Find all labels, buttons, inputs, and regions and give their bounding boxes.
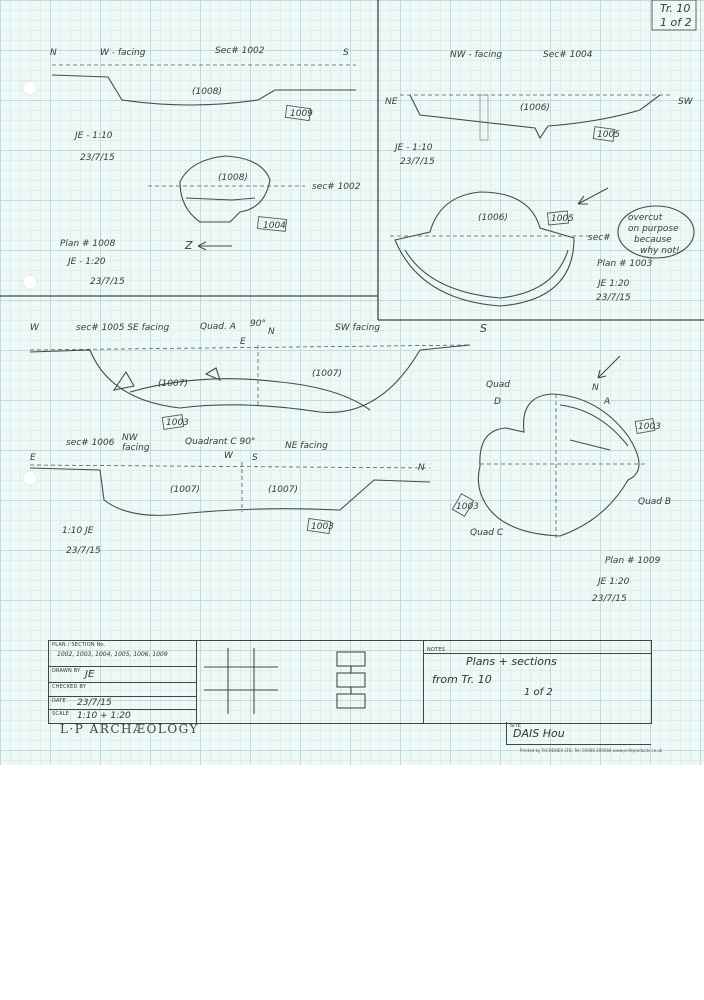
angle-label: 90°: [250, 319, 266, 329]
feature-outline: [180, 156, 270, 222]
date: 23/7/15: [66, 546, 101, 556]
quadrant-label: Quadrant C 90°: [185, 437, 256, 447]
note-line: because: [634, 235, 672, 245]
south-label: S: [252, 453, 258, 463]
date-cell: [49, 697, 197, 710]
quad-c-label: Quad C: [470, 528, 504, 538]
north-arrow-icon: [198, 242, 232, 250]
section-number: Sec# 1002: [215, 46, 265, 56]
plan-1003: [390, 188, 694, 306]
east-label: E: [30, 453, 36, 463]
date: 23/7/15: [400, 157, 435, 167]
cut-tag-label: 1003: [311, 522, 334, 532]
section-1002: [50, 46, 356, 163]
north-label: N: [418, 463, 425, 473]
north-arrow-label: Z: [185, 239, 193, 252]
plan-title: Plan # 1009: [605, 556, 661, 566]
hachure: [405, 250, 568, 298]
notes-line: 1 of 2: [524, 687, 553, 698]
punch-hole: [23, 471, 37, 485]
plan-1008: [60, 156, 361, 287]
section-facing: SW facing: [335, 323, 381, 333]
cut-tag-label: 1009: [290, 109, 313, 119]
note-line: on purpose: [628, 224, 679, 234]
ne-label: NE: [385, 97, 398, 107]
title-block: [48, 640, 652, 724]
date-label: DATE: [52, 698, 66, 704]
quadrant-label: Quad. A: [200, 322, 236, 332]
scale-label: SCALE: [52, 711, 70, 717]
punch-hole: [23, 275, 37, 289]
west-label: W: [30, 323, 39, 333]
checked-by-label: CHECKED BY: [52, 684, 86, 690]
author-scale: JE 1:20: [598, 577, 630, 587]
sketch-cell: [197, 641, 424, 723]
feature-outline: [478, 394, 639, 536]
fill-label: (1008): [192, 87, 222, 97]
north-arrow-label: N: [592, 383, 599, 393]
section-1006: [30, 433, 430, 556]
site-cell: [506, 722, 651, 745]
notes-label: NOTES: [427, 647, 446, 653]
plan-title: Plan # 1003: [597, 259, 653, 269]
site-label: SITE: [510, 723, 521, 729]
checked-by-cell: [49, 683, 197, 697]
plan-title: Plan # 1008: [60, 239, 116, 249]
scale-value: 1:10 + 1:20: [77, 711, 131, 721]
north-label: N: [268, 327, 275, 337]
plan-1009: [452, 356, 671, 604]
hachure: [186, 198, 255, 200]
section-facing: W - facing: [100, 48, 146, 58]
fill-label: (1007): [170, 485, 200, 495]
note-line: why not!: [640, 246, 680, 256]
stone-icon: [114, 372, 134, 390]
notes-cell: [424, 641, 651, 723]
fill-label: (1007): [268, 485, 298, 495]
plan-section-label: PLAN / SECTION No.: [52, 642, 106, 648]
site-value: DAIS Hou: [513, 727, 565, 740]
fill-label: (1007): [312, 369, 342, 379]
section-ref: sec# 1002: [312, 182, 361, 192]
cut-tag-label: 1005: [597, 130, 620, 140]
cut-tag-label: 1003: [638, 422, 661, 432]
datum-line: [30, 465, 430, 468]
date-value: 23/7/15: [77, 698, 112, 708]
quad-a-label: A: [604, 397, 611, 407]
section-1005: [30, 319, 487, 429]
cut-tag-label: 1004: [263, 221, 286, 231]
cut-profile: [410, 95, 660, 138]
date: 23/7/15: [90, 277, 125, 287]
drawn-by-cell: [49, 667, 197, 683]
south-label: S: [480, 322, 487, 335]
corner-label-line1: Tr. 10: [660, 2, 691, 15]
south-label: S: [343, 48, 349, 58]
section-1004: [385, 50, 694, 167]
notes-line: Plans + sections: [466, 655, 557, 668]
date: 23/7/15: [596, 293, 631, 303]
author-scale: 1:10 JE: [62, 526, 94, 536]
author-scale: JE - 1:10: [395, 143, 433, 153]
quad-label: Quad: [486, 380, 511, 390]
stone-icon: [206, 368, 220, 380]
section-facing: NW - facing: [450, 50, 503, 60]
facing-label: facing: [122, 443, 150, 453]
section-number: sec# 1005 SE facing: [76, 323, 170, 333]
sw-label: SW: [678, 97, 693, 107]
datum-line: [30, 345, 470, 350]
company-logo: L·P ARCHÆOLOGY: [60, 722, 199, 736]
west-label: W: [224, 451, 233, 461]
fill-label: (1008): [218, 173, 248, 183]
sondage-hatch: [480, 95, 488, 140]
author-scale: JE - 1:10: [75, 131, 113, 141]
printer-credit: Printed by TeCHDOEX LTD. Tel: 01908 200568 www.printproducts.co.uk: [520, 748, 663, 753]
notes-line: from Tr. 10: [432, 673, 492, 686]
section-facing: NE facing: [285, 441, 328, 451]
feature-outline: [395, 192, 574, 306]
drawn-by-label: DRAWN BY: [52, 668, 81, 674]
cut-profile: [30, 468, 430, 515]
section-number: Sec# 1004: [543, 50, 593, 60]
fill-label: (1006): [520, 103, 550, 113]
author-scale: JE - 1:20: [68, 257, 106, 267]
quad-d-label: D: [494, 397, 501, 407]
north-arrow-icon: [598, 356, 620, 378]
north-arrow-icon: [578, 188, 608, 204]
corner-label-line2: 1 of 2: [660, 16, 692, 29]
section-number: sec# 1006: [66, 438, 115, 448]
cut-tag-label: 1003: [166, 418, 189, 428]
drawn-by-value: JE: [85, 669, 95, 680]
note-line: overcut: [628, 213, 663, 223]
east-label: E: [240, 337, 246, 347]
hachure: [560, 405, 628, 450]
plan-section-value: 1002, 1003, 1004, 1005, 1006, 1009: [57, 651, 168, 658]
date: 23/7/15: [592, 594, 627, 604]
fill-label: (1006): [478, 213, 508, 223]
fill-label: (1007): [158, 379, 188, 389]
punch-hole: [23, 81, 37, 95]
cut-tag-label: 1005: [551, 214, 574, 224]
nw-label: NW: [122, 433, 138, 443]
cut-tag-label: 1003: [456, 502, 479, 512]
plan-section-cell: [49, 641, 197, 667]
date: 23/7/15: [80, 153, 115, 163]
section-ref: sec#: [588, 233, 611, 243]
quad-b-label: Quad B: [638, 497, 672, 507]
author-scale: JE 1:20: [598, 279, 630, 289]
north-label: N: [50, 48, 57, 58]
